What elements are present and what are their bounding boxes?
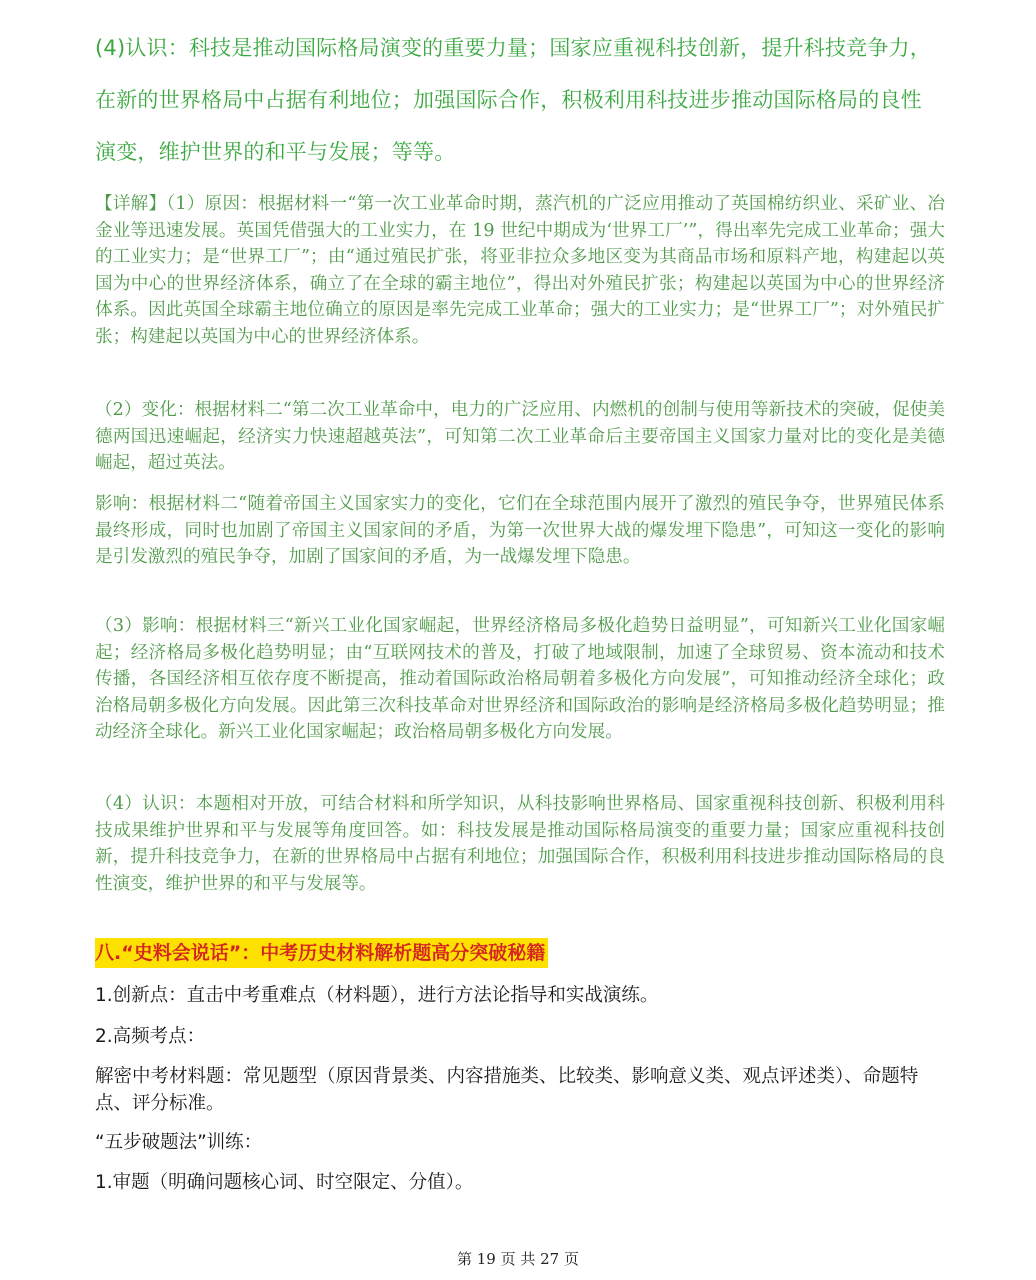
section-heading: 八.“史料会说话”：中考历史材料解析题高分突破秘籍 <box>95 938 548 968</box>
page-number-footer: 第 19 页 共 27 页 <box>456 1250 579 1268</box>
high-frequency-label: 2.高频考点： <box>95 1026 206 1047</box>
explanation-paragraph-impact: 影响：根据材料二“随着帝国主义国家实力的变化，它们在全球范围内展开了激烈的殖民争夺，世界殖民体系最终形成，同时也加剧了帝国主义国家间的矛盾，为第一次世界大战的爆发埋下隐患”，可知这一变化的影响是引发激烈的殖民争夺，加剧了国家间的矛盾，为一战爆发埋下隐患。 <box>95 494 945 568</box>
section-heading-block <box>95 938 548 968</box>
explanation-paragraph-third-revolution: （3）影响：根据材料三“新兴工业化国家崛起，世界经济格局多极化趋势日益明显”，可知新兴工业化国家崛起；经济格局多极化趋势明显；由“互联网技术的普及，打破了地域限制，加速了全球贸易、资本流动和技术传播，各国经济相互依存度不断提高，推动着国际政治格局朝着多极化方向发展”，可知推动经济全球化；政治格局朝多极化方向发展。因此第三次科技革命对世界经济和国际政治的影响是经济格局多极化趋势明显；推动经济全球化。新兴工业化国家崛起；政治格局朝多极化方向发展。 <box>95 616 945 743</box>
explanation-paragraph-change: （2）变化：根据材料二“第二次工业革命中，电力的广泛应用、内燃机的创制与使用等新技术的突破，促使美德两国迅速崛起，经济实力快速超越英法”，可知第二次工业革命后主要帝国主义国家力量对比的变化是美德崛起，超过英法。 <box>95 400 945 474</box>
step-one-review: 1.审题（明确问题核心词、时空限定、分值）。 <box>95 1172 474 1193</box>
explanation-paragraph-cause: 【详解】（1）原因：根据材料一“第一次工业革命时期，蒸汽机的广泛应用推动了英国棉纺织业、采矿业、冶金业等迅速发展。英国凭借强大的工业实力，在 19 世纪中期成为‘世界工厂’”，得出率先完成工业革命；强大的工业实力；是“世界工厂”；由“通过殖民扩张，将亚非拉众多地区变为其商品市场和原料产地，构建起以英国为中心的世界经济体系，确立了在全球的霸主地位”，得出对外殖民扩张；构建起以英国为中心的世界经济体系。因此英国全球霸主地位确立的原因是率先完成工业革命；强大的工业实力；是“世界工厂”；对外殖民扩张；构建起以英国为中心的世界经济体系。 <box>95 194 945 347</box>
material-question-description: 解密中考材料题：常见题型（原因背景类、内容措施类、比较类、影响意义类、观点评述类）、命题特点、评分标准。 <box>95 1066 919 1114</box>
five-step-method-label: “五步破题法”训练： <box>95 1132 263 1153</box>
innovation-point: 1.创新点：直击中考重难点（材料题），进行方法论指导和实战演练。 <box>95 985 659 1006</box>
answer-line-3: 演变，维护世界的和平与发展；等等。 <box>95 140 456 164</box>
answer-line-2: 在新的世界格局中占据有利地位；加强国际合作，积极利用科技进步推动国际格局的良性 <box>95 88 922 112</box>
answer-line-1: (4)认识：科技是推动国际格局演变的重要力量；国家应重视科技创新，提升科技竞争力， <box>95 36 931 60</box>
explanation-paragraph-understanding: （4）认识：本题相对开放，可结合材料和所学知识，从科技影响世界格局、国家重视科技创新、积极利用科技成果维护世界和平与发展等角度回答。如：科技发展是推动国际格局演变的重要力量；国家应重视科技创新，提升科技竞争力，在新的世界格局中占据有利地位；加强国际合作，积极利用科技进步推动国际格局的良性演变，维护世界的和平与发展等。 <box>95 794 945 894</box>
